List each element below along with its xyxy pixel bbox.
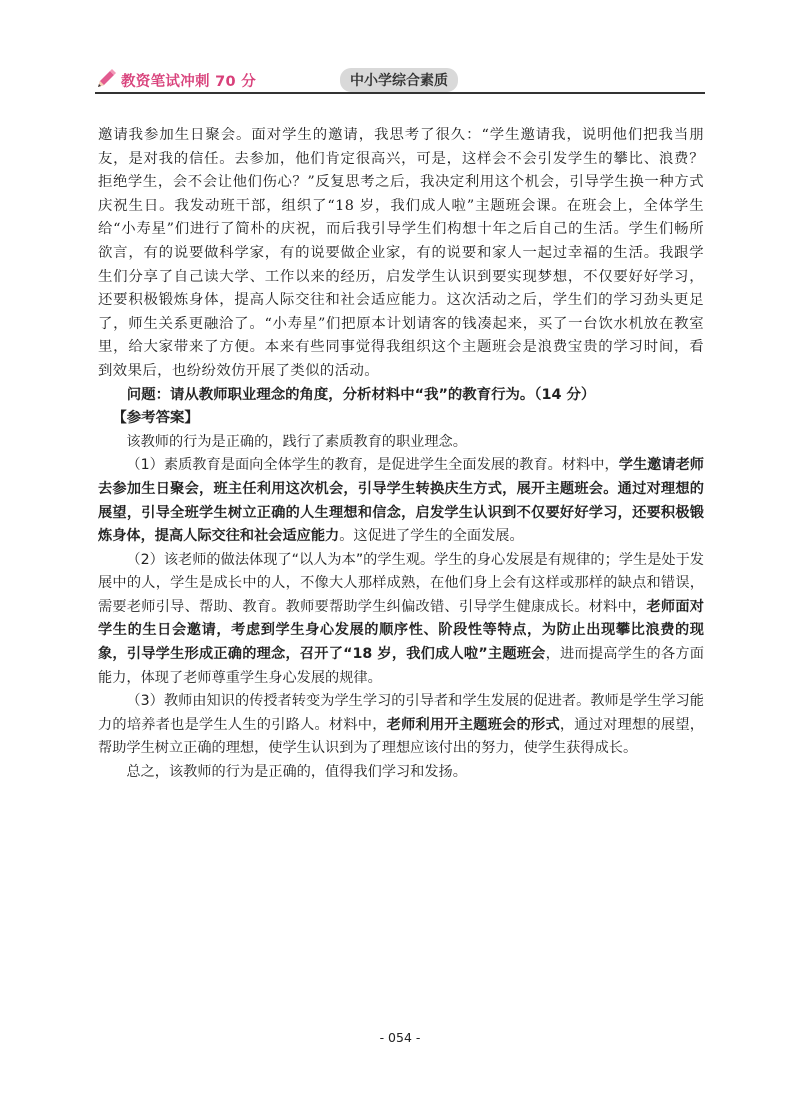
answer-intro: 该教师的行为是正确的，践行了素质教育的职业理念。 — [126, 433, 467, 450]
header-rule — [95, 92, 705, 94]
book-title: 教资笔试冲刺 70 分 — [121, 74, 257, 90]
answer-point-2-tail: ，进而提高学生的各方面能力，体现了老师尊重学生身心发展的规律。 — [98, 646, 704, 686]
answer-point-1-tail: 。这促进了学生的全面发展。 — [339, 528, 524, 545]
answer-point-2-text: （2）该老师的做法体现了“以人为本”的学生观。学生的身心发展是有规律的；学生是处于发展中的人，学生是成长中的人，不像大人那样成熟，在他们身上会有这样或那样的缺点和错误，需要老师引导、帮助、教育。教师要帮助学生纠偏改错、引导学生健康成长。材料中， — [98, 551, 704, 615]
page-content — [98, 124, 704, 785]
pencil-icon — [95, 68, 117, 90]
question-text: 问题：请从教师职业理念的角度，分析材料中“我”的教育行为。（14 分） — [126, 386, 596, 403]
subject-badge: 中小学综合素质 — [340, 68, 458, 92]
page-number: - 054 - — [379, 1030, 421, 1045]
answer-point-1-emphasis: 学生邀请老师去参加生日聚会，班主任利用这次机会，引导学生转换庆生方式，展开主题班会。通过对理想的展望，引导全班学生树立正确的人生理想和信念，启发学生认识到不仅要好好学习，还要积极锻炼身体，提高人际交往和社会适应能力 — [98, 457, 704, 545]
answer-point-3 — [98, 690, 704, 761]
answer-point-1 — [98, 454, 704, 548]
answer-point-3-text: （3）教师由知识的传授者转变为学生学习的引导者和学生发展的促进者。教师是学生学习能力的培养者也是学生人生的引路人。材料中， — [98, 693, 704, 733]
answer-point-2-emphasis: 老师面对学生的生日会邀请，考虑到学生身心发展的顺序性、阶段性等特点，为防止出现攀比浪费的现象，引导学生形成正确的理念，召开了“18 岁，我们成人啦”主题班会 — [98, 598, 704, 663]
answer-point-2 — [98, 549, 704, 691]
answer-conclusion: 总之，该教师的行为是正确的，值得我们学习和发扬。 — [126, 764, 467, 781]
answer-point-3-tail: ，通过对理想的展望，帮助学生树立正确的理想，使学生认识到为了理想应该付出的努力，使学生获得成长。 — [98, 716, 704, 757]
answer-point-3-emphasis: 老师利用开主题班会的形式 — [386, 716, 560, 733]
answer-point-1-text: （1）素质教育是面向全体学生的教育，是促进学生全面发展的教育。材料中， — [126, 457, 619, 474]
material-text: 邀请我参加生日聚会。面对学生的邀请，我思考了很久：“学生邀请我，说明他们把我当朋友，是对我的信任。去参加，他们肯定很高兴，可是，这样会不会引发学生的攀比、浪费？拒绝学生，会不会让他们伤心？”反复思考之后，我决定利用这个机会，引导学生换一种方式庆祝生日。我发动班干部，组织了“18 岁，我们成人啦”主题班会课。在班会上，全体学生给“小寿星”们进行了简朴的庆祝，而后我引导学生们构想十年之后自己的生活。学生们畅所欲言，有的说要做科学家，有的说要做企业家，有的说要和家人一起过幸福的生活。我跟学生们分享了自己读大学、工作以来的经历，启发学生认识到要实现梦想，不仅要好好学习，还要积极锻炼身体，提高人际交往和社会适应能力。这次活动之后，学生们的学习劲头更足了，师生关系更融洽了。“小寿星”们把原本计划请客的钱凑起来，买了一台饮水机放在教室里，给大家带来了方便。本来有些同事觉得我组织这个主题班会是浪费宝贵的学习时间，看到效果后，也纷纷效仿开展了类似的活动。 — [98, 127, 704, 379]
answer-title: 【参考答案】 — [112, 410, 199, 427]
page-header — [95, 66, 705, 96]
